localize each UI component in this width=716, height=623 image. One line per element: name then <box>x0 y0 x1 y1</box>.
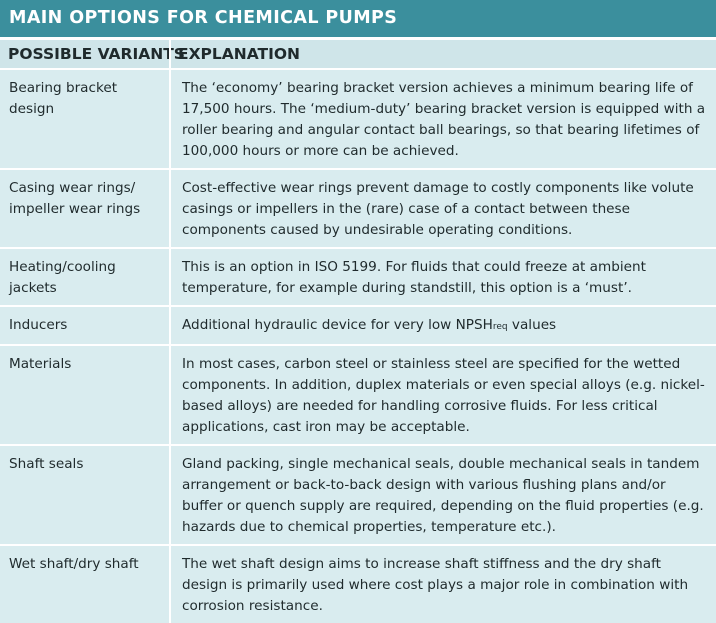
table-row <box>0 546 716 623</box>
variant-cell: Casing wear rings/ impeller wear rings <box>9 180 141 217</box>
table-header-row <box>0 40 716 70</box>
npsh-subscript: req <box>492 322 508 332</box>
explanation-cell: The wet shaft design aims to increase shaft stiffness and the dry shaft design is primarily used where cost plays a major role in combination with corrosion resistance. <box>169 546 716 623</box>
header-explanation: EXPLANATION <box>169 40 716 68</box>
variant-cell: Heating/cooling jackets <box>9 259 116 296</box>
variant-cell: Shaft seals <box>9 456 84 472</box>
explanation-text-end: values <box>507 317 557 333</box>
explanation-cell: Gland packing, single mechanical seals, double mechanical seals in tandem arrangement or back-to-back design with various flushing plans and/or buffer or quench supply are required, depending on the fluid properties (e.g. hazards due to chemical properties, temperature etc.). <box>169 446 716 544</box>
variant-cell: Inducers <box>9 317 68 333</box>
explanation-cell: This is an option in ISO 5199. For fluids that could freeze at ambient temperature, for example during standstill, this option is a ‘must’. <box>169 249 716 305</box>
table-row <box>0 170 716 249</box>
variant-cell: Bearing bracket design <box>9 80 118 117</box>
variant-cell: Materials <box>9 356 72 372</box>
explanation-text: Additional hydraulic device for very low NPSH <box>182 317 493 333</box>
table-row <box>0 249 716 307</box>
variant-cell: Wet shaft/dry shaft <box>9 556 139 572</box>
table-row <box>0 307 716 346</box>
header-possible-variants: POSSIBLE VARIANTS <box>8 45 185 63</box>
table-row <box>0 346 716 446</box>
table-title: MAIN OPTIONS FOR CHEMICAL PUMPS <box>0 0 716 37</box>
explanation-cell: In most cases, carbon steel or stainless steel are specified for the wetted components. In addition, duplex materials or even special alloys (e.g. nickel-based alloys) are needed for handling corrosive fluids. For less critical applications, cast iron may be acceptable. <box>169 346 716 444</box>
table-row <box>0 446 716 546</box>
explanation-cell <box>169 307 716 344</box>
table-row <box>0 70 716 170</box>
explanation-cell: Cost-effective wear rings prevent damage to costly components like volute casings or impellers in the (rare) case of a contact between these components caused by undesirable operating conditions. <box>169 170 716 247</box>
explanation-cell: The ‘economy’ bearing bracket version achieves a minimum bearing life of 17,500 hours. The ‘medium-duty’ bearing bracket version is equipped with a roller bearing and angular contact ball bearings, so that bearing lifetimes of 100,000 hours or more can be achieved. <box>169 70 716 168</box>
